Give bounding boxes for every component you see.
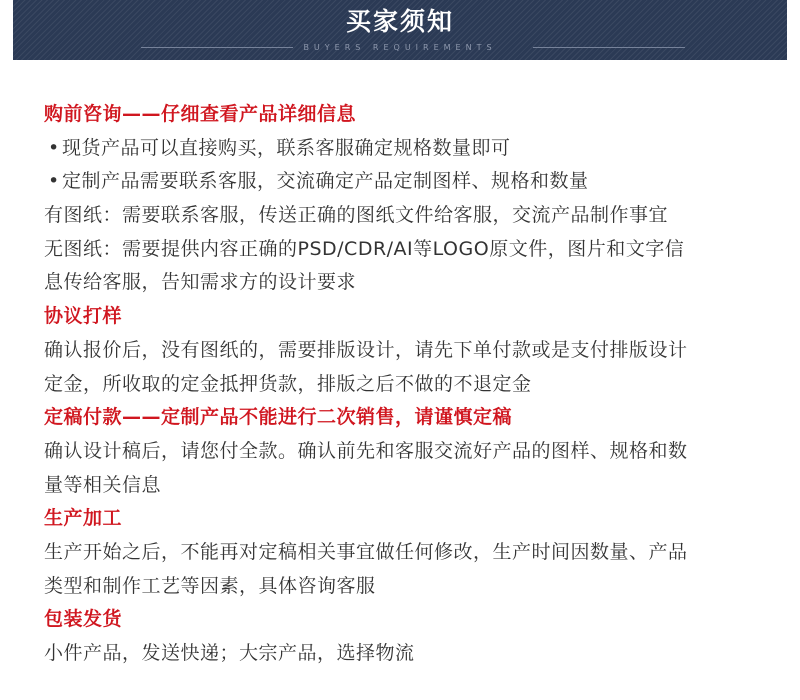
list-item-bullet: • 现货产品可以直接购买，联系客服确定规格数量即可 [44, 132, 784, 166]
section-heading-production: 生产加工 [44, 507, 123, 530]
text-line: 小件产品，发送快递；大宗产品，选择物流 [44, 642, 415, 664]
section-heading-shipping: 包装发货 [44, 608, 123, 631]
text-line: 生产开始之后，不能再对定稿相关事宜做任何修改，生产时间因数量、产品 [44, 540, 688, 563]
section-heading-payment: 定稿付款——定制产品不能进行二次销售，请谨慎定稿 [44, 406, 513, 429]
text-line: 类型和制作工艺等因素，具体咨询客服 [44, 574, 376, 597]
text-line: 确认设计稿后，请您付全款。确认前先和客服交流好产品的图样、规格和数 [44, 439, 688, 462]
text-line: 息传给客服，告知需求方的设计要求 [44, 271, 357, 294]
notice-content [44, 98, 784, 671]
section-heading-consultation: 购前咨询——仔细查看产品详细信息 [44, 103, 357, 125]
header-banner [13, 0, 787, 60]
section-heading-proofing: 协议打样 [44, 305, 123, 328]
text-line: 量等相关信息 [44, 473, 162, 496]
text-line: 定金，所收取的定金抵押货款，排版之后不做的不退定金 [44, 372, 532, 395]
list-item-bullet: • 定制产品需要联系客服，交流确定产品定制图样、规格和数量 [44, 165, 784, 199]
text-line: 确认报价后，没有图纸的，需要排版设计，请先下单付款或是支付排版设计 [44, 338, 688, 361]
text-line: 有图纸：需要联系客服，传送正确的图纸文件给客服，交流产品制作事宜 [44, 204, 669, 227]
text-line: 无图纸：需要提供内容正确的PSD/CDR/AI等LOGO原文件，图片和文字信 [44, 237, 685, 260]
page-title: 买家须知 [345, 7, 454, 36]
page-subtitle: BUYERS REQUIREMENTS [303, 43, 497, 52]
